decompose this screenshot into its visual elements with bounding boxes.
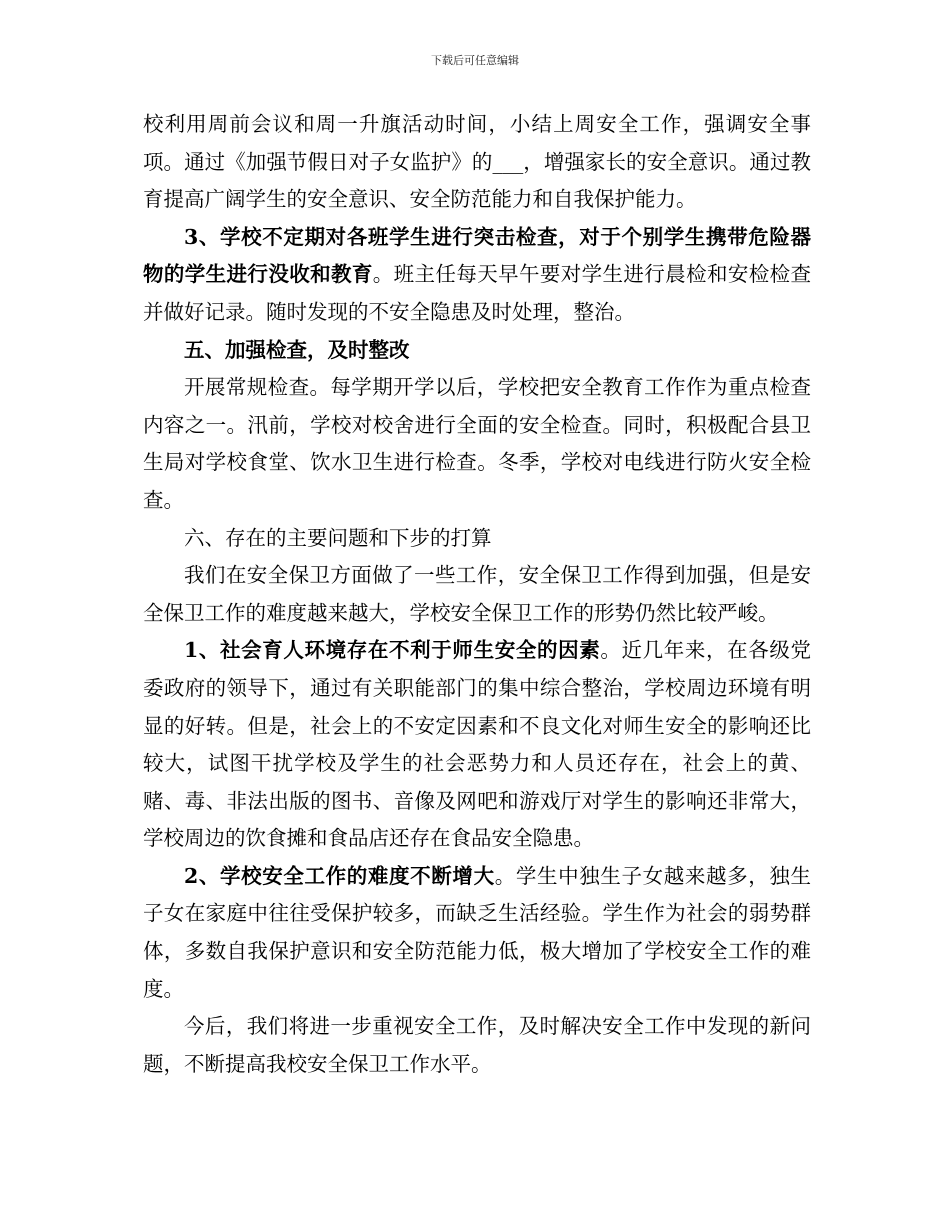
paragraph-text: 今后，我们将进一步重视安全工作，及时解决安全工作中发现的新问题，不断提高我校安全保卫工作水平。 — [143, 1014, 811, 1076]
paragraph-text: 我们在安全保卫方面做了一些工作，安全保卫工作得到加强，但是安全保卫工作的难度越来越大，学校安全保卫工作的形势仍然比较严峻。 — [143, 563, 811, 625]
paragraph-item-2 — [143, 858, 811, 1008]
paragraph-text: 。学生中独生子女越来越多，独生子女在家庭中往往受保护较多，而缺乏生活经验。学生作为社会的弱势群体，多数自我保护意识和安全防范能力低，极大增加了学校安全工作的难度。 — [143, 863, 812, 1001]
paragraph-bold-lead: 2、学校安全工作的难度不断增大 — [184, 863, 495, 888]
paragraph-inspection — [143, 369, 811, 519]
page-header-note: 下载后可任意编辑 — [431, 54, 519, 67]
paragraph-text: 。近几年来，在各级党委政府的领导下，通过有关职能部门的集中综合整治，学校周边环境有明显的好转。但是，社会上的不安定因素和不良文化对师生安全的影响还比较大，试图干扰学校及学生的社会恶势力和人员还存在，社会上的黄、赌、毒、非法出版的图书、音像及网吧和游戏厅对学生的影响还非常大，学校周边的饮食摊和食品店还存在食品安全隐患。 — [143, 638, 812, 851]
paragraph-item-3 — [143, 219, 811, 332]
section-heading-text: 五、加强检查，及时整改 — [184, 337, 410, 362]
section-heading-6 — [143, 520, 811, 558]
paragraph-overview — [143, 557, 811, 632]
paragraph-conclusion — [143, 1008, 811, 1083]
paragraph-item-1 — [143, 632, 811, 858]
section-heading-text: 六、存在的主要问题和下步的打算 — [184, 525, 492, 550]
paragraph-bold-lead: 1、社会育人环境存在不利于师生安全的因素 — [184, 638, 601, 663]
paragraph-text: 。班主任每天早午要对学生进行晨检和安检检查并做好记录。随时发现的不安全隐患及时处理，整治。 — [143, 262, 812, 324]
paragraph-text: 校利用周前会议和周一升旗活动时间，小结上周安全工作，强调安全事项。通过《加强节假日对子女监护》的___，增强家长的安全意识。通过教育提高广阔学生的安全意识、安全防范能力和自我保护能力。 — [143, 112, 811, 212]
paragraph-bold-lead: 3、学校不定期对各班学生进行突击检查，对于个别学生携带危险器物的学生进行没收和教育 — [143, 224, 811, 287]
section-heading-5 — [143, 332, 811, 370]
document-body — [143, 106, 811, 1083]
paragraph-text: 开展常规检查。每学期开学以后，学校把安全教育工作作为重点检查内容之一。汛前，学校对校舍进行全面的安全检查。同时，积极配合县卫生局对学校食堂、饮水卫生进行检查。冬季，学校对电线进行防火安全检查。 — [143, 375, 811, 512]
paragraph-continuation — [143, 106, 811, 219]
